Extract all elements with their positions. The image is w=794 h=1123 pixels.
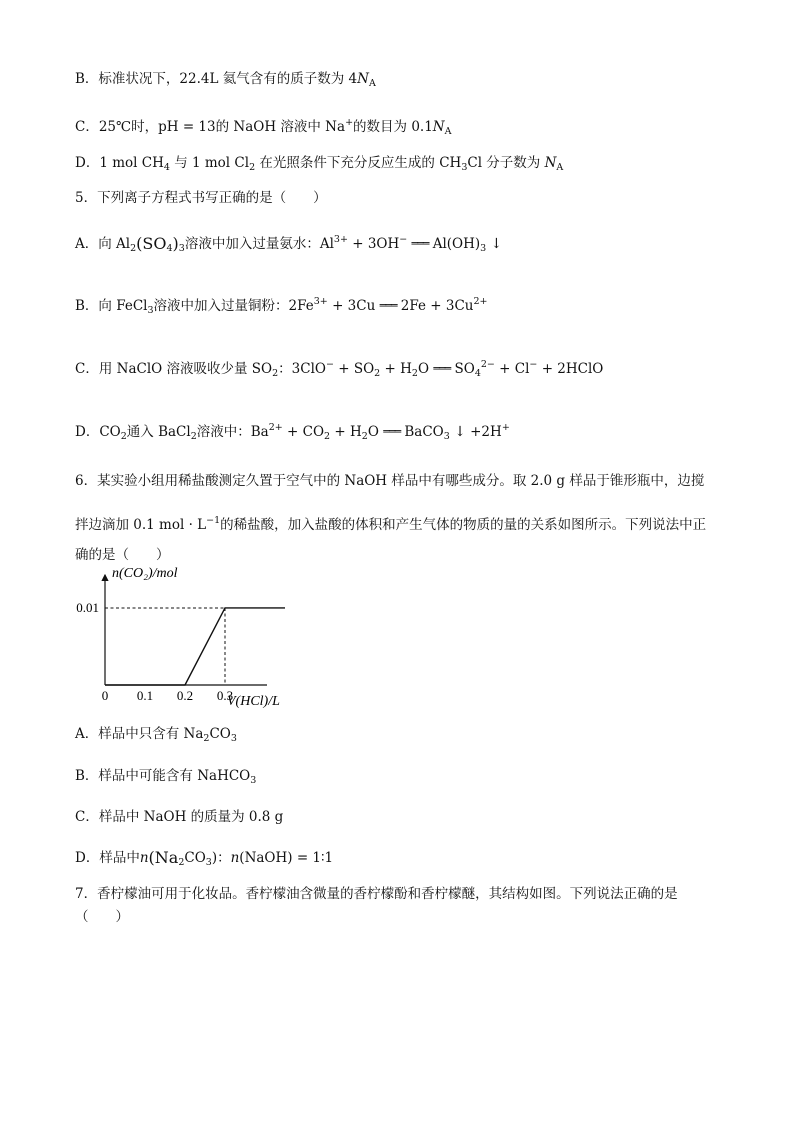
q6-option-d: D．样品中$n(Na_2CO_3)$：n(NaOH) = 1∶1: [75, 848, 334, 868]
series-line-0: [105, 608, 285, 685]
x-tick-label-0.1: 0.1: [136, 688, 154, 703]
q5-option-b: B．向 FeCl$_3$溶液中加入过量铜粉：$2Fe^{3+} + 3Cu$ ═══ $2Fe + 3Cu^{2+}$: [75, 296, 488, 316]
q6-option-b: B．样品中可能含有 NaHCO$_3$: [75, 768, 257, 786]
x-axis-label: V(HCl)/L: [227, 694, 280, 709]
co2-vs-hcl-chart: [72, 563, 322, 713]
q5-stem: 5．下列离子方程式书写正确的是（ ）: [75, 190, 327, 206]
q6-stem-line3: 确的是（ ）: [75, 547, 170, 563]
x-tick-label-0: 0: [101, 688, 109, 703]
q6-stem-line2: 拌边滴加 0.1 mol · $L^{-1}$的稀盐酸，加入盐酸的体积和产生气体的物质的量的关系如图所示。下列说法中正: [75, 515, 707, 533]
q5-option-c: C．用 NaClO 溶液吸收少量 $SO_2$：$3ClO^- + SO_2 + H_2O$ ═══ $SO_4^{2-} + Cl^-$ + 2HClO: [75, 359, 604, 379]
q6-option-a: A．样品中只含有 $Na_2CO_3$: [75, 726, 237, 744]
q4-option-c: C．25℃时，pH = 13的 NaOH 溶液中 Na+的数目为 $0.1N_A$: [75, 117, 452, 137]
q6-option-c: C．样品中 NaOH 的质量为 0.8 g: [75, 809, 284, 825]
q7-stem-line2: （ ）: [75, 909, 129, 925]
x-tick-label-0.2: 0.2: [176, 688, 194, 703]
q5-option-d: D．$CO_2$通入 BaCl$_2$溶液中：$Ba^{2+} + CO_2 + H_2O$ ═══ BaCO$_3$ ↓ +2H+: [75, 422, 510, 442]
x-tick-label-0.3: 0.3: [216, 688, 234, 703]
q5-option-a: A．向 $Al_2(SO_4)_3$溶液中加入过量氨水：$Al^{3+} + 3OH^-$ ═══ $Al(OH)_3$ ↓: [75, 234, 503, 254]
q4-option-b: B．标准状况下，22.4L 氦气含有的质子数为 $4N_A$: [75, 71, 376, 89]
q7-stem-line1: 7．香柠檬油可用于化妆品。香柠檬油含微量的香柠檬酚和香柠檬醚，其结构如图。下列说法正确的是: [75, 886, 678, 902]
q4-option-d: D．1 mol $CH_4$ 与 1 mol $Cl_2$ 在光照条件下充分反应生成的 $CH_3Cl$ 分子数为 $N_A$: [75, 155, 564, 173]
y-tick-label-0.01: 0.01: [76, 599, 99, 615]
y-axis-label: n(CO₂)/mol: [112, 566, 178, 581]
q6-stem-line1: 6．某实验小组用稀盐酸测定久置于空气中的 NaOH 样品中有哪些成分。取 2.0 g 样品于锥形瓶中，边搅: [75, 473, 705, 489]
